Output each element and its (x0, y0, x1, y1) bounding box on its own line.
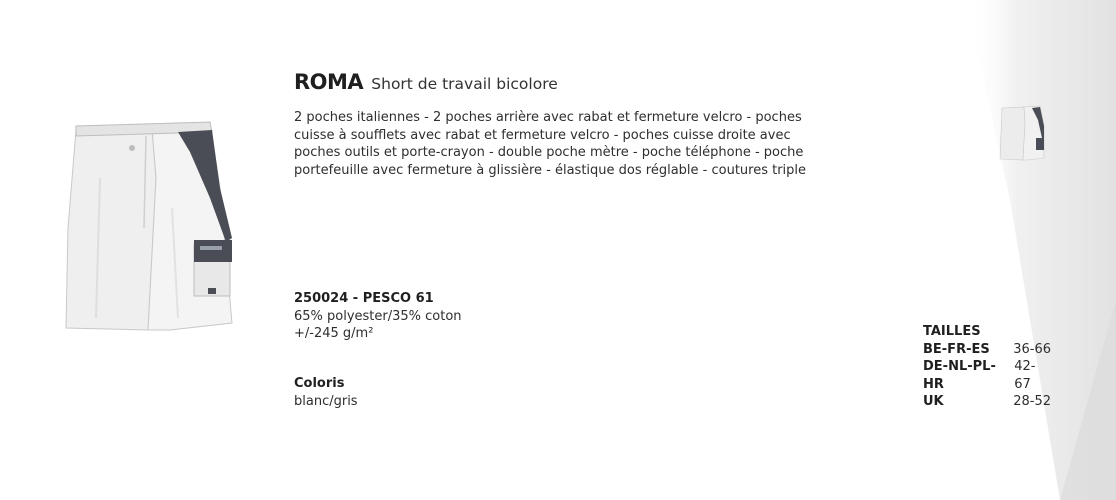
product-title (294, 70, 558, 94)
spec-block (294, 290, 462, 343)
size-range: 42-67 (1014, 359, 1036, 392)
size-range: 36-66 (1013, 341, 1051, 357)
size-region: DE-NL-PL-HR (923, 359, 996, 392)
size-region: UK (923, 394, 944, 409)
size-range: 28-52 (1013, 394, 1051, 409)
size-region: BE-FR-ES (923, 341, 990, 357)
fabric-weight: +/-245 g/m² (294, 326, 374, 341)
product-description: 2 poches italiennes - 2 poches arrière avec rabat et fermeture velcro - poches cuisse à soufflets avec rabat et fermeture velcro - poches cuisse droite avec poches outils et porte-crayon - double poche mètre - poche téléphone - poche portefeuille avec fermeture à glissière - élastique dos réglable - coutures triple (294, 110, 807, 178)
size-row (923, 358, 1051, 393)
product-thumbnail (998, 104, 1046, 162)
fabric-composition: 65% polyester/35% coton (294, 308, 462, 324)
color-value: blanc/gris (294, 393, 358, 409)
size-row (923, 341, 1051, 359)
sizes-table (923, 323, 1051, 411)
color-block (294, 375, 358, 410)
product-subtitle: Short de travail bicolore (371, 75, 558, 93)
product-image-shorts (60, 118, 236, 334)
color-heading: Coloris (294, 376, 345, 391)
fabric-reference: 250024 - PESCO 61 (294, 291, 434, 306)
size-row (923, 393, 1051, 411)
product-name: ROMA (294, 70, 364, 94)
sizes-heading: TAILLES (923, 324, 981, 339)
